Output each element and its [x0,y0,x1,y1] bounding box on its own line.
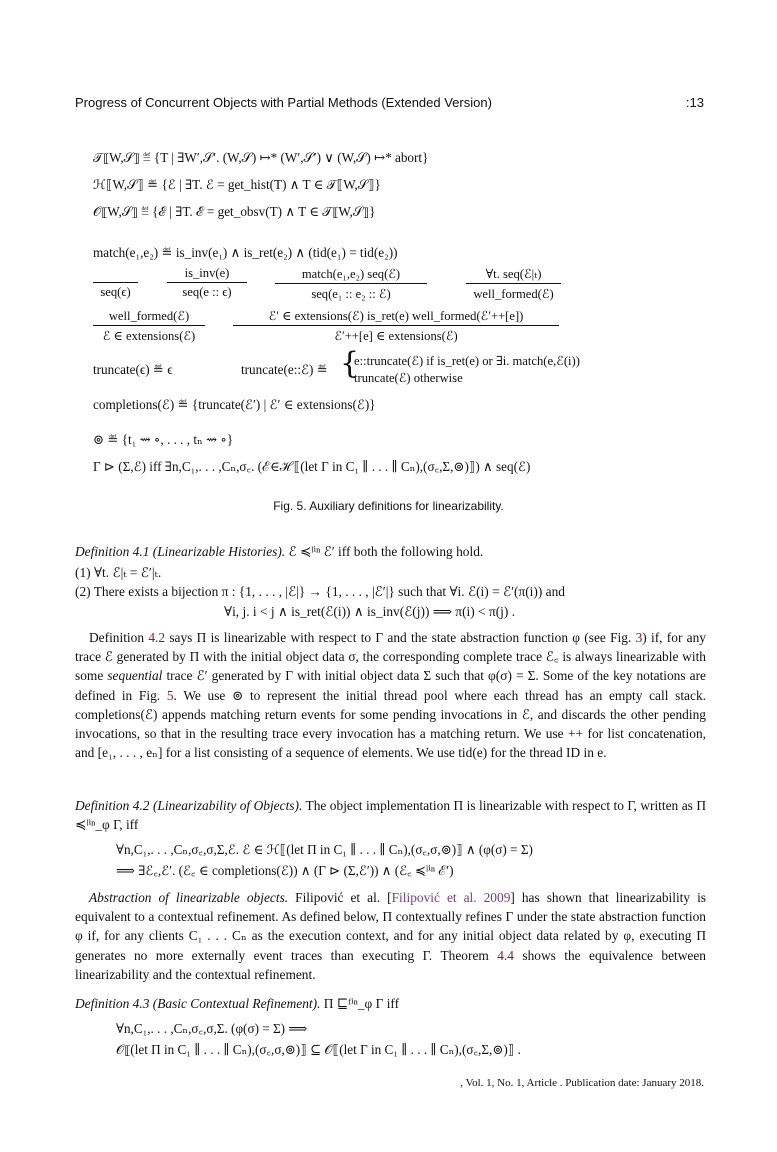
definition-4-1-item-2: (2) There exists a bijection π : {1, . . . , |ℰ|} → {1, . . . , |ℰ′|} such that ∀i. ℰ(i) = ℰ′(π(i)) and [75,584,566,599]
rule-well-formed: ∀t. seq(ℰ|ₜ) well_formed(ℰ) [466,266,561,302]
rule-seq-match: match(e₁,e₂) seq(ℰ) seq(e₁ :: e₂ :: ℰ) [275,266,427,302]
definition-4-2-body: The object implementation Π is linearizable with respect to Γ, written as Π ≼ˡⁱⁿ_φ Γ, iff [75,798,706,833]
eq-completions: completions(ℰ) ≝ {truncate(ℰ′) | ℰ′ ∈ extensions(ℰ)} [93,397,376,412]
rule-seq-inv: is_inv(e) seq(e :: ϵ) [167,266,247,300]
definition-4-2-formula-2: ⟹ ∃ℰ꜀,ℰ′. (ℰ꜀ ∈ completions(ℰ)) ∧ (Γ ⊳ (Σ,ℰ′)) ∧ (ℰ꜀ ≼ˡⁱⁿ ℰ′) [116,863,454,878]
eq-history: ℋ⟦W,𝒮⟧ ≝ {ℰ | ∃T. ℰ = get_hist(T) ∧ T ∈ 𝒯⟦W,𝒮⟧} [93,177,381,192]
definition-4-3 [75,994,706,1013]
definition-4-2-title: Definition 4.2 (Linearizability of Objects). [75,798,303,813]
page-number: :13 [685,95,704,110]
paragraph-linearizability-explanation: Definition 4.2 says Π is linearizable with respect to Γ and the state abstraction function φ (see Fig. 3) if, for any trace ℰ generated by Π with the initial object data σ, the corresponding complete trace ℰ꜀ is always linearizable with some sequential trace ℰ′ generated by Γ with initial object data Σ such that φ(σ) = Σ. Some of the key notations are defined in Fig. 5. We use ⊚ to represent the initial thread pool where each thread has an empty call stack. completions(ℰ) appends matching return events for some pending invocations in ℰ, and discards the other pending invocations, so that in the resulting trace every invocation has a matching return. We use ++ for list concatenation, and [e₁, . . . , eₙ] for a list consisting of a sequence of elements. We use tid(e) for the thread ID in e. [75,630,706,761]
definition-4-1-item-1: (1) ∀t. ℰ|ₜ = ℰ′|ₜ. [75,565,162,580]
eq-truncate-empty: truncate(ϵ) ≝ ϵ [93,362,173,377]
paragraph-abstraction: Abstraction of linearizable objects. Filipović et al. [Filipović et al. 2009] has shown that linearizability is equivalent to a contextual refinement. As defined below, Π contextually refines Γ under the state abstraction function φ if, for any clients C₁ . . . Cₙ as the execution context, and for any initial object data related by φ, executing Π generates no more externally event traces than executing Γ. Theorem 4.4 shows the equivalence between linearizability and the contextual refinement. [75,890,707,982]
definition-4-3-title: Definition 4.3 (Basic Contextual Refinement). [75,996,321,1011]
eq-trace-semantics: 𝒯⟦W,𝒮⟧ ≝ {T | ∃W′,𝒮′. (W,𝒮) ↦* (W′,𝒮′) ∨ (W,𝒮) ↦* abort} [93,150,429,165]
definition-4-1 [75,542,706,561]
ref-def-4-2[interactable]: 4.2 [148,630,166,645]
eq-gamma-generates: Γ ⊳ (Σ,ℰ) iff ∃n,C₁,. . . ,Cₙ,σ꜀. (ℰ∈ℋ⟦(let Γ in C₁ ∥ . . . ∥ Cₙ),(σ꜀,Σ,⊚)⟧) ∧ seq(ℰ) [93,459,531,474]
page-footer: , Vol. 1, No. 1, Article . Publication date: January 2018. [460,1077,704,1089]
eq-observable: 𝒪⟦W,𝒮⟧ ≝ {ℰ | ∃T. ℰ = get_obsv(T) ∧ T ∈ 𝒯⟦W,𝒮⟧} [93,204,376,219]
truncate-case-2: truncate(ℰ) otherwise [354,371,463,385]
rule-extensions-base: well_formed(ℰ) ℰ ∈ extensions(ℰ) [93,308,205,344]
definition-4-2 [75,796,706,834]
definition-4-1-title: Definition 4.1 (Linearizable Histories). [75,544,286,559]
definition-4-3-formula-2: 𝒪⟦(let Π in C₁ ∥ . . . ∥ Cₙ),(σ꜀,σ,⊚)⟧ ⊆ 𝒪⟦(let Γ in C₁ ∥ . . . ∥ Cₙ),(σ꜀,Σ,⊚)⟧ . [116,1042,521,1057]
running-header-title: Progress of Concurrent Objects with Partial Methods (Extended Version) [75,95,492,110]
ref-theorem-4-4[interactable]: 4.4 [497,947,514,963]
paragraph-abstraction-title: Abstraction of linearizable objects. [89,890,289,905]
definition-4-3-formula-1: ∀n,C₁,. . . ,Cₙ,σ꜀,σ,Σ. (φ(σ) = Σ) ⟹ [116,1021,308,1036]
rule-seq-empty: seq(ϵ) [93,266,138,300]
definition-4-3-body: Π ⊑ᶠⁱⁿ_φ Γ iff [320,996,400,1011]
truncate-case-1: e::truncate(ℰ) if is_ret(e) or ∃i. match(e,ℰ(i)) [354,354,580,368]
rule-extensions-step: ℰ′ ∈ extensions(ℰ) is_ret(e) well_formed(ℰ′++[e]) ℰ′++[e] ∈ extensions(ℰ) [233,308,559,344]
citation-filipovic-2009[interactable]: Filipović et al. 2009 [391,890,511,905]
ref-fig-3[interactable]: 3 [635,630,643,645]
eq-initial-pool: ⊚ ≝ {t₁ ⇝ ∘, . . . , tₙ ⇝ ∘} [93,432,234,447]
ref-fig-5[interactable]: 5 [166,687,174,703]
definition-4-1-item-2-condition: ∀i, j. i < j ∧ is_ret(ℰ(i)) ∧ is_inv(ℰ(j)) ⟹ π(i) < π(j) . [224,604,516,619]
figure-caption: Fig. 5. Auxiliary definitions for linearizability. [273,499,504,513]
eq-match: match(e₁,e₂) ≝ is_inv(e₁) ∧ is_ret(e₂) ∧ (tid(e₁) = tid(e₂)) [93,245,398,260]
definition-4-2-formula-1: ∀n,C₁,. . . ,Cₙ,σ꜀,σ,Σ,ℰ. ℰ ∈ ℋ⟦(let Π in C₁ ∥ . . . ∥ Cₙ),(σ꜀,σ,⊚)⟧ ∧ (φ(σ) = Σ) [116,842,533,857]
definition-4-1-body: ℰ ≼ˡⁱⁿ ℰ′ iff both the following hold. [288,544,484,559]
eq-truncate-lhs: truncate(e::ℰ) ≝ [241,362,328,377]
